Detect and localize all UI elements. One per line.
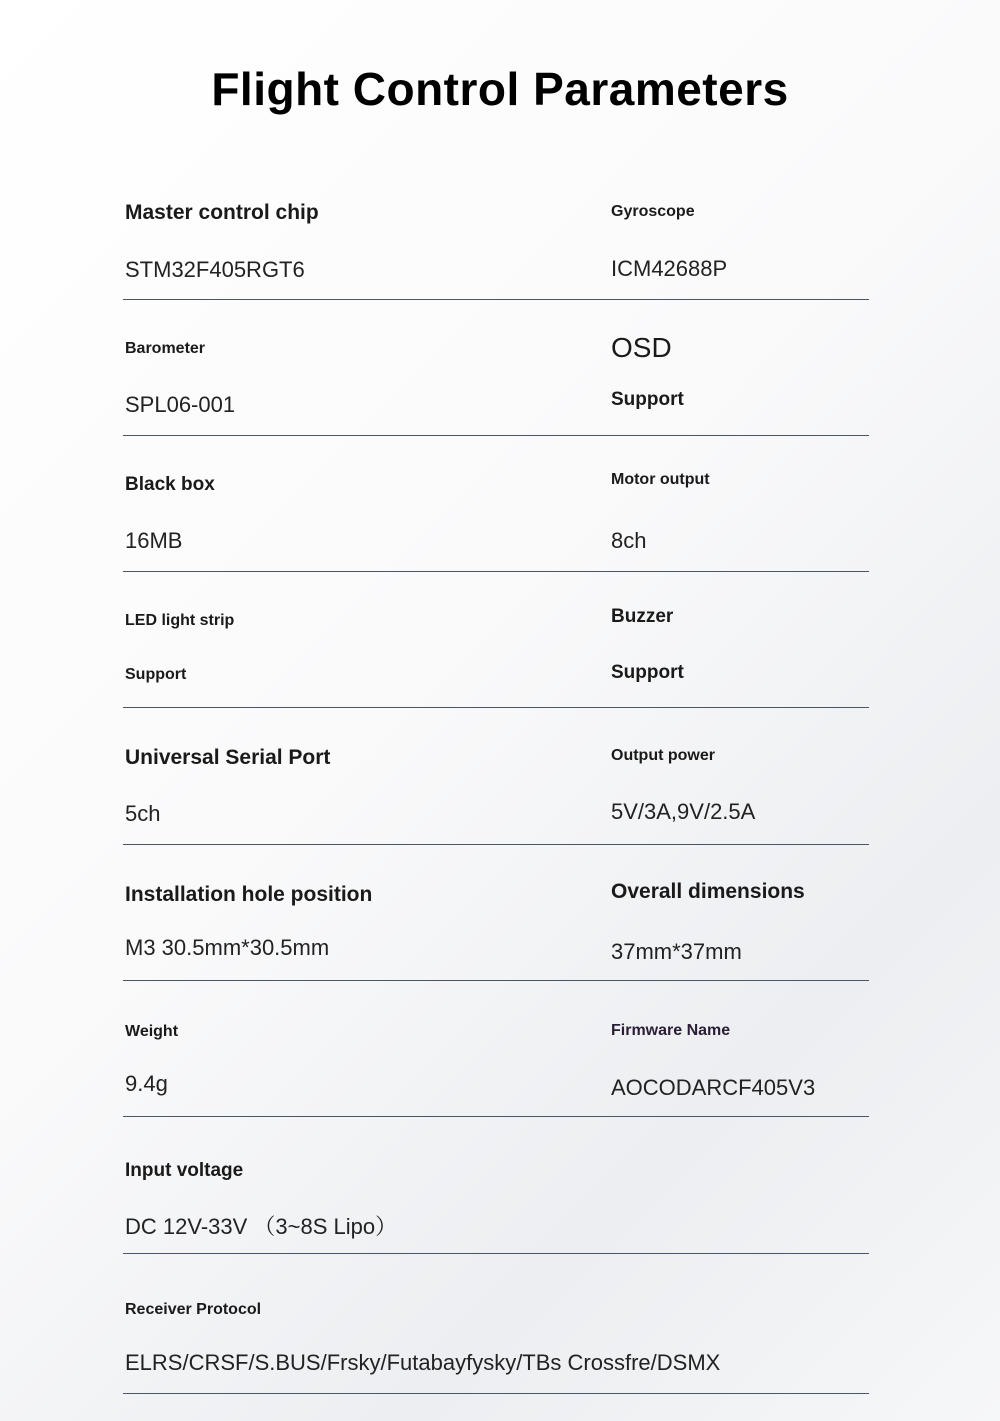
spec-value: Support [125,666,187,683]
spec-label: Universal Serial Port [125,746,331,769]
spec-master-control-chip [123,163,603,299]
spec-osd [609,299,869,435]
spec-label: OSD [611,332,672,363]
spec-label: Master control chip [125,201,319,224]
spec-weight [123,980,603,1116]
spec-installation-hole-position [123,844,603,980]
spec-row-weight [123,980,869,1117]
spec-value: AOCODARCF405V3 [611,1075,816,1100]
spec-gyroscope [609,163,869,299]
spec-value: 9.4g [125,1071,168,1096]
spec-value: 5V/3A,9V/2.5A [611,799,756,824]
page-title: Flight Control Parameters [211,63,789,115]
spec-input-voltage [123,1117,603,1253]
spec-output-power [609,708,869,844]
spec-label: Installation hole position [125,883,373,906]
spec-label: Overall dimensions [611,880,805,903]
spec-row-receiver-protocol [123,1257,869,1394]
spec-value: SPL06-001 [125,392,236,417]
spec-led-light-strip [123,571,603,707]
spec-receiver-protocol [123,1257,869,1393]
spec-label: Black box [125,474,215,495]
spec-barometer [123,299,603,435]
spec-value: ICM42688P [611,256,728,281]
spec-buzzer [609,571,869,707]
spec-label: Buzzer [611,606,674,627]
spec-row-input-voltage [123,1117,869,1254]
spec-value: Support [611,389,684,410]
spec-row-master-chip [123,163,869,300]
spec-value: Support [611,662,684,683]
spec-firmware-name [609,980,869,1116]
spec-universal-serial-port [123,708,603,844]
spec-row-black-box [123,435,869,572]
spec-label: Gyroscope [611,203,695,220]
spec-row-serial-port [123,708,869,845]
spec-black-box [123,435,603,571]
spec-row-installation [123,844,869,981]
spec-value: ELRS/CRSF/S.BUS/Frsky/Futabayfysky/TBs Crossfre/DSMX [125,1350,721,1375]
spec-value: DC 12V-33V （3~8S Lipo） [125,1214,398,1239]
spec-value: 37mm*37mm [611,939,742,964]
spec-value: STM32F405RGT6 [125,257,305,282]
spec-label: Input voltage [125,1160,244,1181]
spec-value: 16MB [125,528,183,553]
spec-value: 8ch [611,528,647,553]
spec-label: Weight [125,1023,179,1040]
spec-row-barometer [123,299,869,436]
spec-overall-dimensions [609,844,869,980]
spec-row-led-strip [123,571,869,708]
spec-label: Receiver Protocol [125,1301,262,1318]
spec-label: Output power [611,747,715,764]
spec-value: M3 30.5mm*30.5mm [125,935,330,960]
spec-label: Motor output [611,471,710,488]
spec-label: Firmware Name [611,1022,731,1039]
spec-label: LED light strip [125,612,235,629]
spec-label: Barometer [125,340,206,357]
spec-motor-output [609,435,869,571]
spec-value: 5ch [125,801,161,826]
